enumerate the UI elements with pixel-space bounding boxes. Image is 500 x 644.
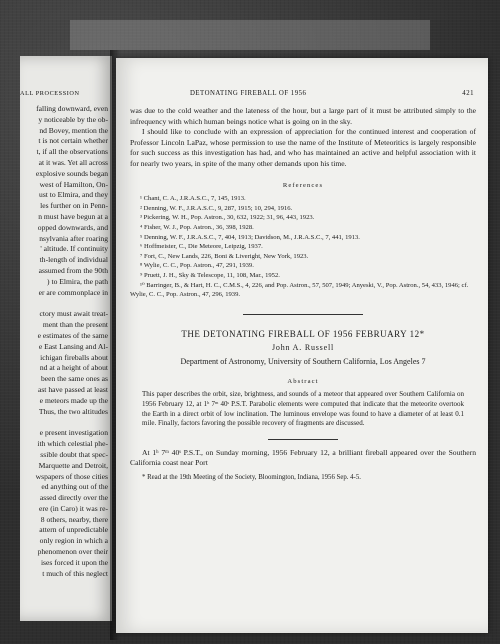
- reference-item: ¹ Chant, C. A., J.R.A.S.C., 7, 145, 1913.: [140, 195, 246, 203]
- left-paragraph-gap: [20, 417, 108, 428]
- left-text-line: ctory must await treat-: [39, 309, 108, 319]
- left-text-line: e estimates of the same: [37, 330, 108, 340]
- reference-item: ¹⁰ Barringer, B., & Hart, H. C., C.M.S., 4, 226, and Pop. Astron., 57, 507, 1949; Anyeski, V., Pop. Astron., 54, 433, 1946; cf. Wylie, C. C., Pop. Astron., 47, 296, 1939.: [130, 281, 469, 299]
- left-text-line: e meteors made up the: [39, 395, 108, 405]
- article-title: THE DETONATING FIREBALL OF 1956 FEBRUARY 12*: [181, 328, 425, 339]
- right-page: [116, 58, 488, 633]
- left-text-line: west of Hamilton, On-: [39, 179, 108, 189]
- article-author: John A. Russell: [271, 343, 334, 353]
- intro-paragraph: At 1ʰ 7ᵐ 40ˢ P.S.T., on Sunday morning, 1956 February 12, a brilliant fireball appeared over the Southern California coast near Port: [130, 447, 476, 468]
- left-page-text: [20, 104, 108, 579]
- footnote: * Read at the 19th Meeting of the Society, Bloomington, Indiana, 1956 Sep. 4-5.: [142, 474, 361, 482]
- references-heading: References: [282, 181, 324, 189]
- left-text-line: e present investigation: [39, 428, 108, 438]
- reference-item: ³ Pickering, W. H., Pop. Astron., 30, 632, 1922; 31, 96, 443, 1923.: [140, 214, 315, 222]
- left-text-line: ith which celestial phe-: [37, 439, 108, 449]
- reference-item: ⁹ Pruett, J. H., Sky & Telescope, 11, 108, Mar., 1952.: [140, 271, 280, 279]
- scan-top-band: [70, 20, 430, 50]
- left-text-line: les further on in Penn-: [40, 201, 108, 211]
- left-text-line: at it was. Yet all across: [38, 157, 108, 167]
- abstract-text: This paper describes the orbit, size, brightness, and sounds of a meteor that appeared over Southern California on 1956 February 12, at 1ʰ 7ᵐ 40ˢ P.S.T. Parabolic elements were computed that indicate that the meteorite overtook the Earth in a direct orbit of low inclination. The luminous envelope was found to have a diameter of at least 0.1 mile. Finally, factors favoring the possible recovery of fragments are discussed.: [142, 390, 464, 428]
- left-text-line: phenomenon over their: [37, 547, 108, 557]
- page-number: 421: [462, 90, 474, 97]
- left-text-line: ' altitude. If continuity: [40, 244, 108, 254]
- running-head-title: DETONATING FIREBALL OF 1956: [190, 90, 307, 97]
- left-text-line: ust to Elmira, and they: [39, 190, 108, 200]
- left-text-line: y noticeable by the ob-: [38, 114, 108, 124]
- left-text-line: n must have begun at a: [38, 211, 108, 221]
- abstract-divider: [268, 439, 338, 440]
- left-text-line: assed directly over the: [39, 493, 108, 503]
- left-text-line: nd Bovey, mention the: [39, 125, 108, 135]
- page-body: [130, 106, 476, 482]
- left-page: [20, 56, 112, 621]
- left-text-line: ast have passed at least: [37, 384, 108, 394]
- reference-item: ⁷ Fort, C., New Lands, 226, Boni & Liveright, New York, 1923.: [140, 252, 309, 260]
- left-text-line: been the same ones as: [40, 374, 108, 384]
- left-text-line: 8 others, nearby, there: [40, 514, 108, 524]
- left-text-line: e East Lansing and Al-: [38, 341, 108, 351]
- left-running-head: ALL PROCESSION: [20, 90, 80, 97]
- left-text-line: nd at a height of about: [39, 363, 108, 373]
- reference-item: ² Denning, W. F., J.R.A.S.C., 9, 287, 1915; 10, 294, 1916.: [140, 204, 293, 212]
- left-text-line: Thus, the two altitudes: [38, 406, 108, 416]
- left-text-line: falling downward, even: [36, 104, 108, 113]
- paragraph-acknowledgment: I should like to conclude with an expression of appreciation for the continued interest and cooperation of Professor Lincoln LaPaz, whose permission to use the name of the Institute of Meteoritics is largely responsible for such success as this investigation has had, and who has maintained an active and helpful association with it for nearly two years, in spite of the many other demands upon his time.: [130, 127, 476, 168]
- left-text-line: opped downwards, and: [37, 222, 108, 232]
- left-text-line: ) to Elmira, the path: [47, 276, 108, 286]
- reference-item: ⁵ Denning, W. F., J.R.A.S.C., 7, 404, 1913; Davidson, M., J.R.A.S.C., 7, 441, 1913.: [140, 233, 360, 241]
- section-divider: [243, 314, 363, 315]
- left-text-line: nsylvania after roaring: [39, 233, 108, 243]
- reference-item: ⁸ Wylie, C. C., Pop. Astron., 47, 291, 1939.: [140, 262, 254, 270]
- left-text-line: t is not certain whether: [38, 136, 108, 146]
- reference-item: ⁶ Hoffmeister, C., Die Meteore, Leipzig, 1937.: [140, 243, 263, 251]
- abstract-heading: Abstract: [287, 377, 319, 385]
- references-list: [130, 194, 476, 300]
- left-paragraph-gap: [20, 298, 108, 309]
- left-text-line: ment than the present: [42, 320, 108, 330]
- left-text-line: th-length of individual: [39, 255, 108, 265]
- left-text-line: assumed from the 90th: [38, 265, 108, 275]
- left-text-line: ssible doubt that spec-: [40, 449, 108, 459]
- left-text-line: wspapers of those cities: [35, 471, 108, 481]
- left-text-line: t much of this neglect: [42, 568, 108, 578]
- left-text-line: attern of unpredictable: [39, 525, 108, 535]
- left-text-line: ises forced it upon the: [40, 557, 108, 567]
- left-text-line: Marquette and Detroit,: [38, 460, 108, 470]
- author-affiliation: Department of Astronomy, University of Southern California, Los Angeles 7: [180, 356, 426, 366]
- left-text-line: ed anything out of the: [41, 482, 108, 492]
- paragraph-continuation: was due to the cold weather and the lateness of the hour, but a large part of it must be attributed simply to the infrequency with which human beings notice what is going on in the sky.: [130, 106, 476, 126]
- left-text-line: explosive sounds began: [35, 168, 108, 178]
- left-text-line: only region in which a: [39, 536, 108, 546]
- left-text-line: er are commonplace in: [38, 287, 108, 297]
- reference-item: ⁴ Fisher, W. J., Pop. Astron., 36, 398, 1928.: [140, 223, 254, 231]
- left-text-line: t, if all the observations: [36, 147, 108, 157]
- left-text-line: ichigan fireballs about: [40, 352, 108, 362]
- left-text-line: ere (in Caro) it was re-: [39, 503, 108, 513]
